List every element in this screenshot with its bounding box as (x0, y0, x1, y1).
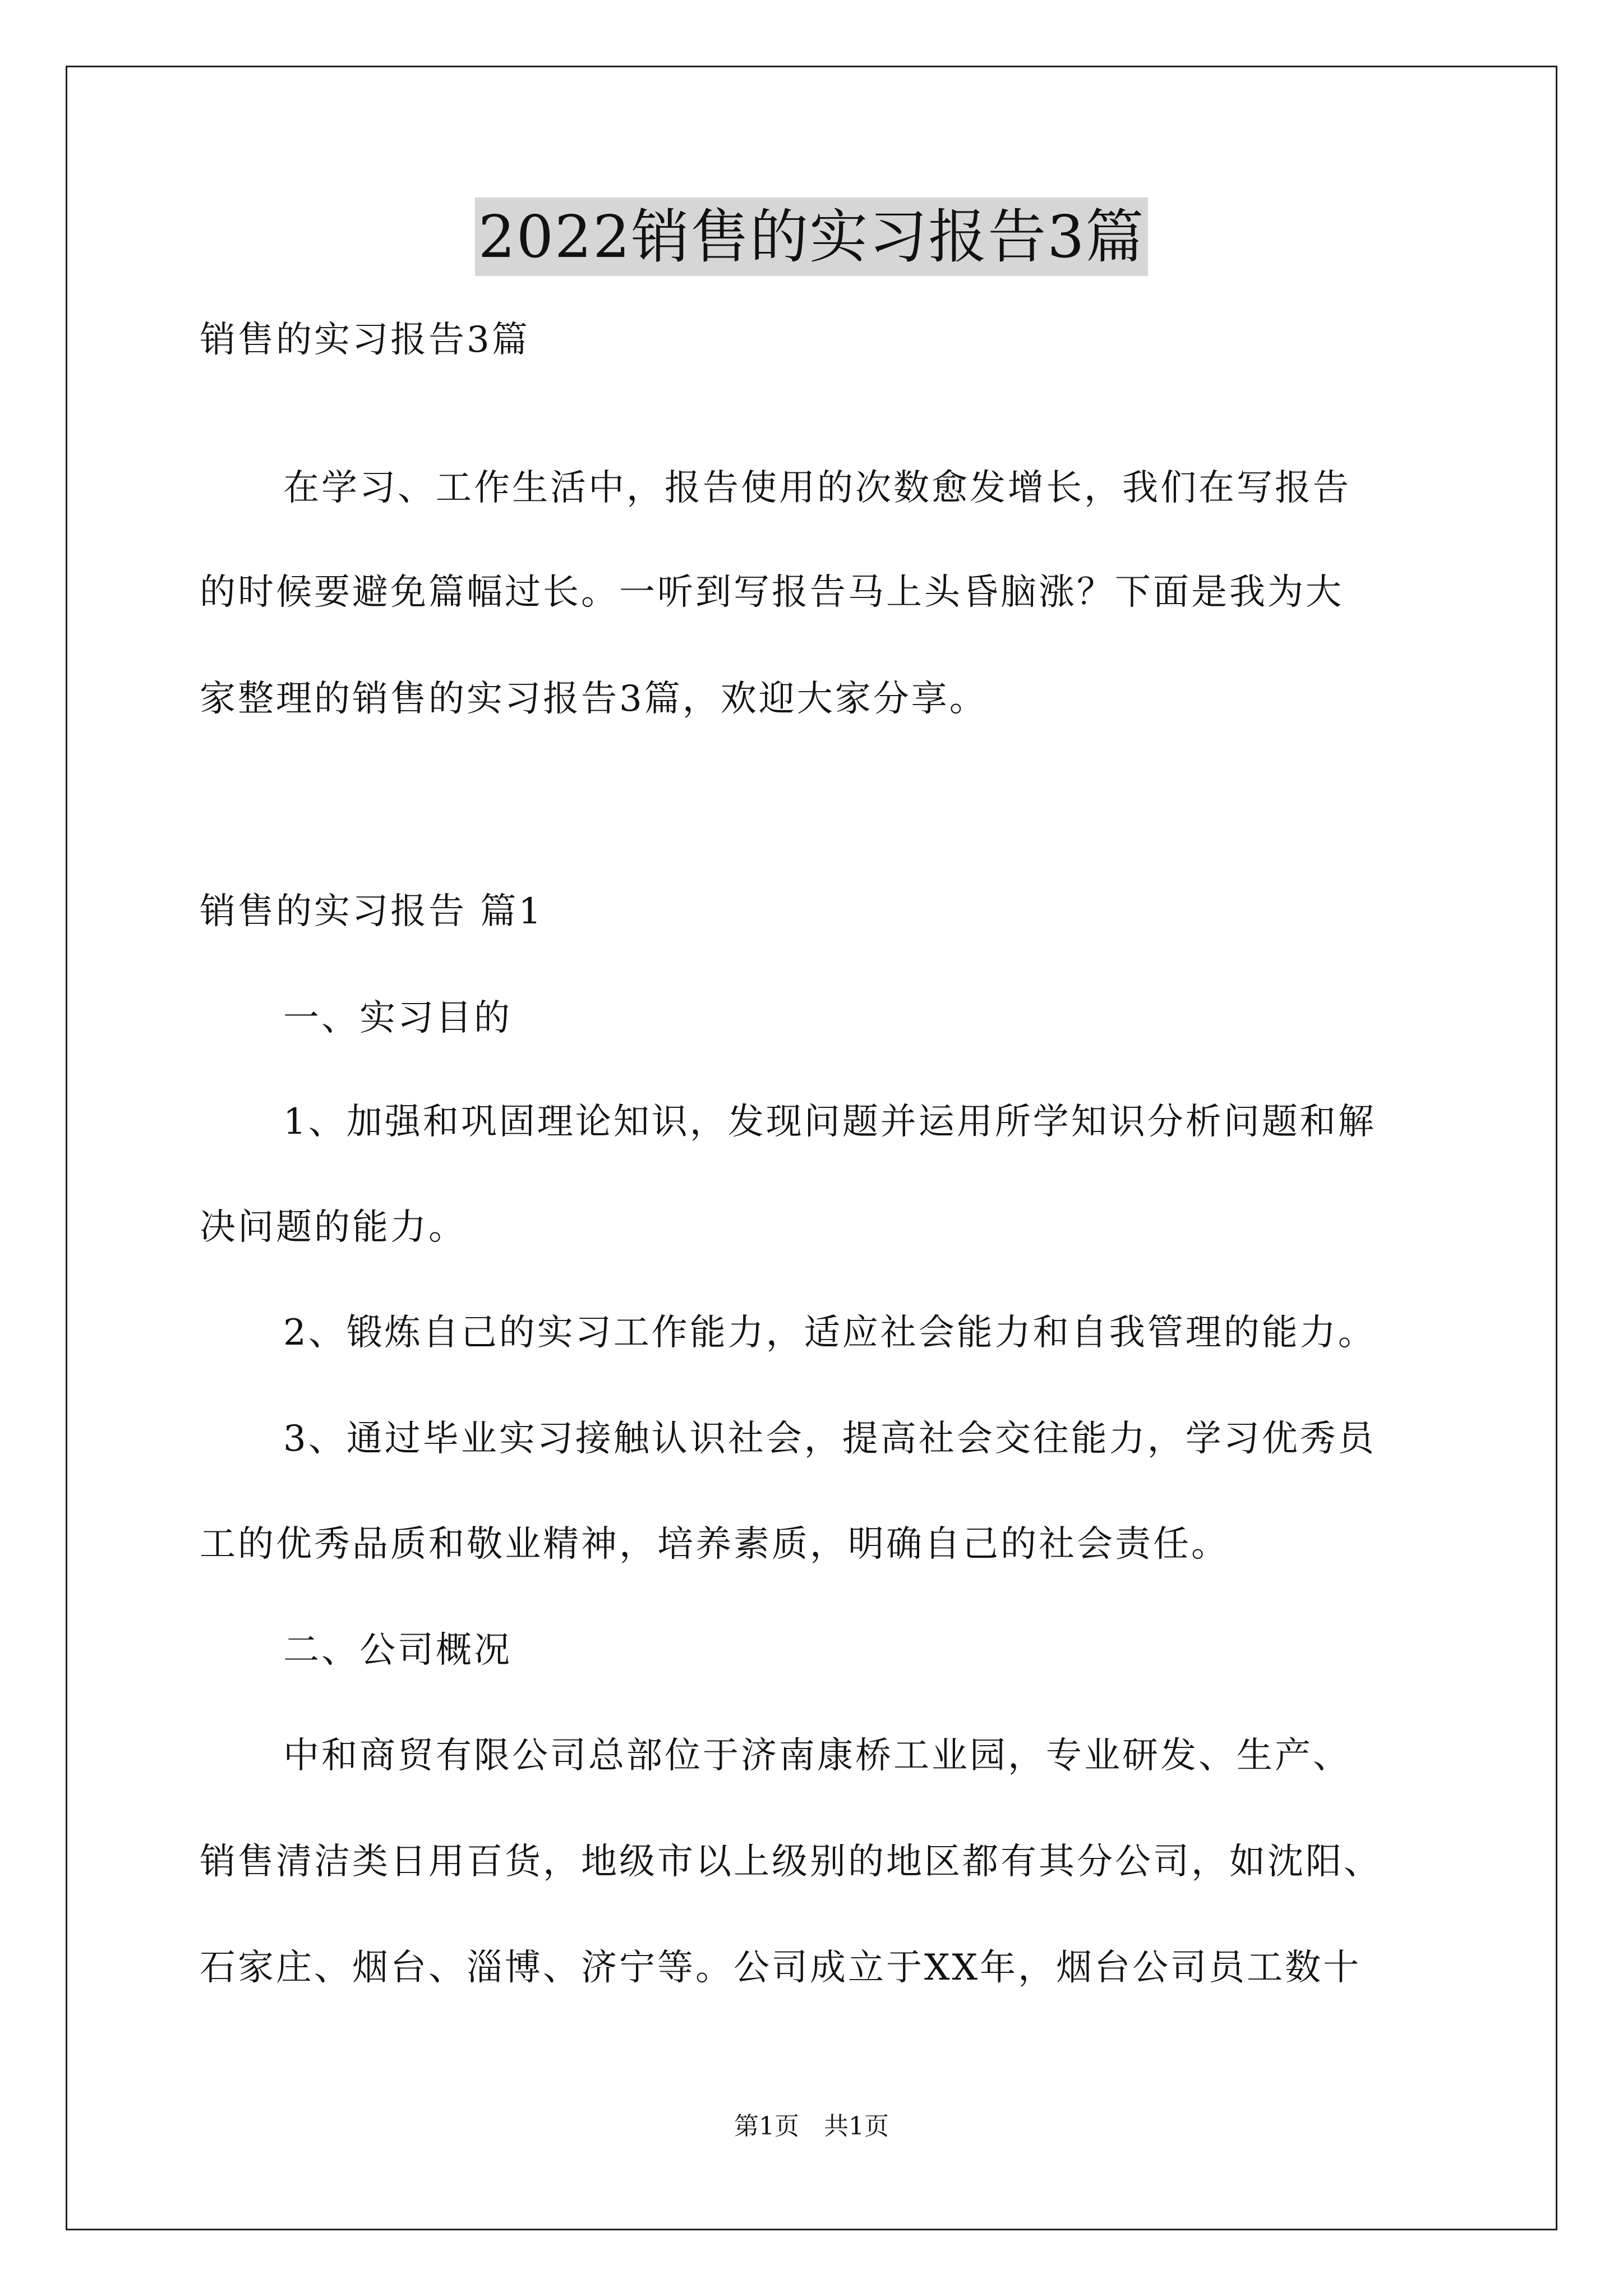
section-heading: 销售的实习报告 篇1 (200, 891, 544, 932)
paragraph-line: 销售清洁类日用百货，地级市以上级别的地区都有其分公司，如沈阳、 (200, 1841, 1382, 1883)
page-footer: 第1页 共1页 (734, 2112, 889, 2141)
paragraph-line: 在学习、工作生活中，报告使用的次数愈发增长，我们在写报告 (283, 467, 1351, 509)
paragraph-line: 家整理的销售的实习报告3篇，欢迎大家分享。 (200, 678, 988, 720)
title-container (0, 197, 1623, 276)
paragraph-line: 工的优秀品质和敬业精神，培养素质，明确自己的社会责任。 (200, 1524, 1229, 1565)
document-title: 2022销售的实习报告3篇 (475, 197, 1149, 276)
paragraph-line: 石家庄、烟台、淄博、济宁等。公司成立于XX年，烟台公司员工数十 (200, 1947, 1362, 1989)
subsection-heading: 一、实习目的 (283, 997, 512, 1039)
page-border (66, 66, 1557, 2230)
paragraph-line: 3、通过毕业实习接触认识社会，提高社会交往能力，学习优秀员 (283, 1418, 1376, 1460)
paragraph-line: 决问题的能力。 (200, 1207, 467, 1248)
paragraph-line: 的时候要避免篇幅过长。一听到写报告马上头昏脑涨？下面是我为大 (200, 572, 1344, 613)
subtitle-line: 销售的实习报告3篇 (200, 319, 530, 361)
paragraph-line: 中和商贸有限公司总部位于济南康桥工业园，专业研发、生产、 (283, 1735, 1351, 1777)
paragraph-line: 2、锻炼自己的实习工作能力，适应社会能力和自我管理的能力。 (283, 1312, 1376, 1354)
paragraph-line: 1、加强和巩固理论知识，发现问题并运用所学知识分析问题和解 (283, 1101, 1376, 1143)
subsection-heading: 二、公司概况 (283, 1630, 512, 1671)
